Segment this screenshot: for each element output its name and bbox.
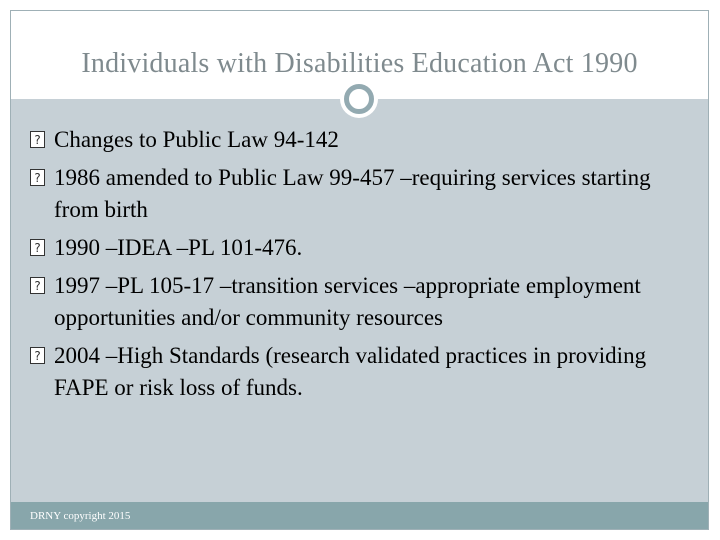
bullet-list — [30, 124, 690, 410]
bullet-item — [30, 162, 690, 226]
bullet-item — [30, 232, 690, 264]
bullet-item — [30, 124, 690, 156]
missing-glyph-box-icon — [30, 239, 45, 256]
bullet-item — [30, 340, 690, 404]
bullet-text: 2004 –High Standards (research validated practices in providing FAPE or risk loss of funds. — [54, 343, 647, 400]
missing-glyph-box-icon — [30, 277, 45, 294]
footer-bar — [11, 502, 708, 529]
footer-copyright: DRNY copyright 2015 — [30, 510, 131, 522]
slide-title: Individuals with Disabilities Education Act 1990 — [81, 48, 638, 79]
bullet-text: 1997 –PL 105-17 –transition services –appropriate employment opportunities and/or community resources — [54, 273, 641, 330]
ring-icon — [340, 80, 378, 118]
bullet-text: Changes to Public Law 94-142 — [54, 127, 339, 152]
missing-glyph-box-icon — [30, 347, 45, 364]
ring-inner — [344, 84, 374, 114]
bullet-item — [30, 270, 690, 334]
missing-glyph-box-icon — [30, 131, 45, 148]
missing-glyph-box-icon — [30, 169, 45, 186]
bullet-text: 1990 –IDEA –PL 101-476. — [54, 235, 303, 260]
bullet-text: 1986 amended to Public Law 99-457 –requiring services starting from birth — [54, 165, 651, 222]
